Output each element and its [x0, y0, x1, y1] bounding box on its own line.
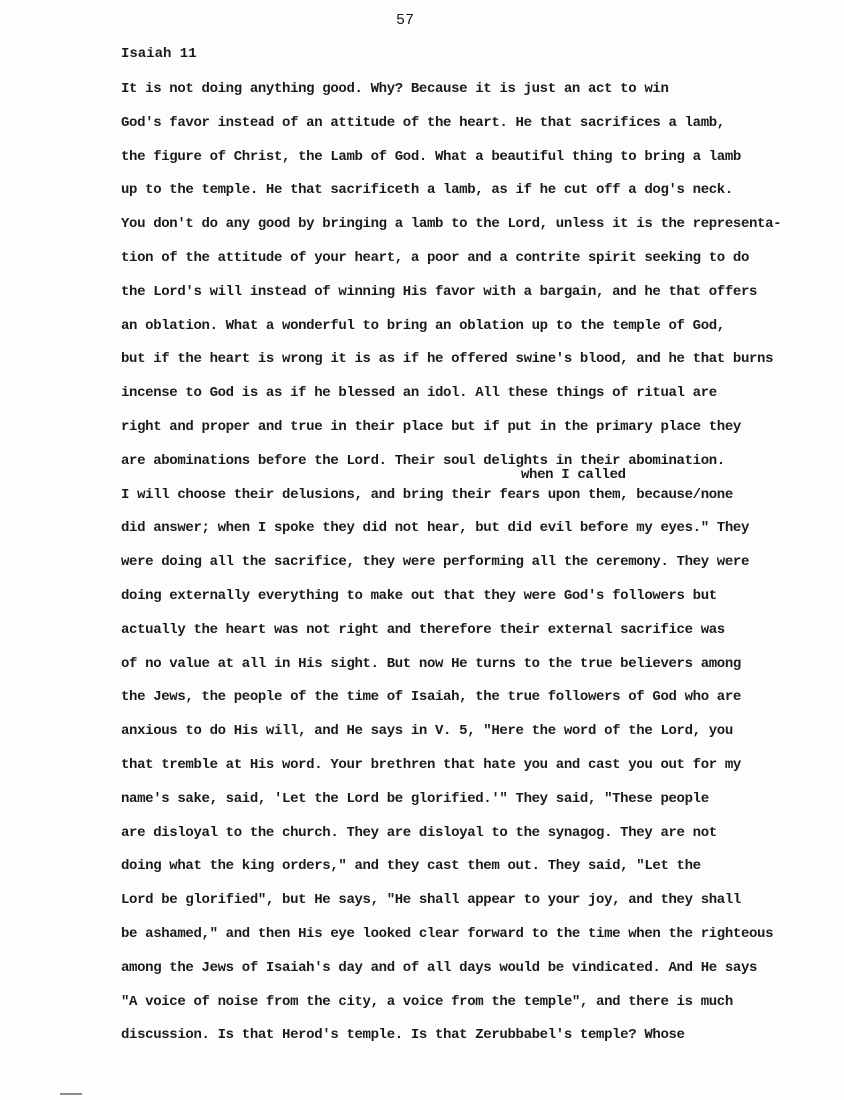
- page-number: 57: [396, 12, 415, 29]
- text-line: the Lord's will instead of winning His favor with a bargain, and he that offers: [121, 283, 758, 300]
- text-line: up to the temple. He that sacrificeth a lamb, as if he cut off a dog's neck.: [121, 182, 733, 199]
- text-line: Lord be glorified", but He says, "He shall appear to your joy, and they shall: [121, 892, 741, 909]
- text-line: It is not doing anything good. Why? Because it is just an act to win: [121, 81, 669, 97]
- text-line: did answer; when I spoke they did not hear, but did evil before my eyes." They: [121, 520, 750, 537]
- text-line: but if the heart is wrong it is as if he offered swine's blood, and he that burns: [121, 351, 774, 368]
- text-line: anxious to do His will, and He says in V. 5, "Here the word of the Lord, you: [121, 723, 733, 740]
- chapter-header: Isaiah 11: [121, 46, 197, 62]
- text-line: doing externally everything to make out that they were God's followers but: [121, 587, 717, 604]
- text-line: that tremble at His word. Your brethren that hate you and cast you out for my: [121, 756, 741, 773]
- text-line: of no value at all in His sight. But now He turns to the true believers among: [121, 655, 741, 672]
- text-line: You don't do any good by bringing a lamb to the Lord, unless it is the representa-: [121, 216, 782, 233]
- text-line: incense to God is as if he blessed an idol. All these things of ritual are: [121, 385, 717, 402]
- text-line: actually the heart was not right and therefore their external sacrifice was: [121, 621, 725, 638]
- text-line: an oblation. What a wonderful to bring an oblation up to the temple of God,: [121, 317, 725, 334]
- text-line: I will choose their delusions, and bring their fears upon them, because/none: [121, 486, 733, 503]
- text-line: were doing all the sacrifice, they were performing all the ceremony. They were: [121, 554, 750, 571]
- text-line: "A voice of noise from the city, a voice from the temple", and there is much: [121, 993, 733, 1010]
- text-line: are disloyal to the church. They are disloyal to the synagog. They are not: [121, 824, 717, 841]
- text-line: name's sake, said, 'Let the Lord be glorified.'" They said, "These people: [121, 790, 709, 807]
- text-line: are abominations before the Lord. Their soul delights in their abomination.: [121, 452, 725, 469]
- text-line: discussion. Is that Herod's temple. Is that Zerubbabel's temple? Whose: [121, 1027, 685, 1044]
- text-line: right and proper and true in their place but if put in the primary place they: [121, 418, 741, 435]
- body-text: [121, 78, 821, 1058]
- scan-smudge: [60, 1093, 82, 1095]
- text-line: God's favor instead of an attitude of the heart. He that sacrifices a lamb,: [121, 114, 725, 131]
- text-line: the figure of Christ, the Lamb of God. What a beautiful thing to bring a lamb: [121, 148, 741, 165]
- text-line: tion of the attitude of your heart, a poor and a contrite spirit seeking to do: [121, 249, 750, 266]
- interlinear-insertion: when I called: [521, 467, 626, 483]
- text-line: be ashamed," and then His eye looked clear forward to the time when the righteous: [121, 925, 774, 942]
- text-line: doing what the king orders," and they cast them out. They said, "Let the: [121, 858, 701, 875]
- text-line: the Jews, the people of the time of Isaiah, the true followers of God who are: [121, 689, 741, 706]
- text-line: among the Jews of Isaiah's day and of all days would be vindicated. And He says: [121, 959, 758, 976]
